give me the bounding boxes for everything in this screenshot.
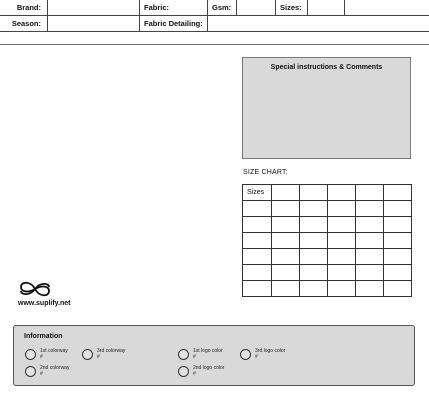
logo-color-name: 2nd logo color [193, 365, 225, 371]
logo-color-name: 1st logo color [193, 348, 223, 354]
size-chart-cell[interactable] [243, 265, 272, 281]
colorway-hash: # [97, 354, 100, 360]
brand-label: Brand: [0, 0, 48, 16]
size-chart-cell[interactable] [272, 201, 300, 217]
size-chart-row [243, 217, 412, 233]
colorway-name: 1st colorway [40, 348, 68, 354]
size-chart-cell[interactable] [243, 249, 272, 265]
sizes-label: Sizes: [276, 0, 308, 16]
header-divider [0, 44, 429, 45]
logo-color-hash: # [255, 354, 258, 360]
size-chart-cell[interactable] [272, 249, 300, 265]
size-chart-cell[interactable] [356, 185, 384, 201]
size-chart-row [243, 185, 412, 201]
size-chart-cell[interactable] [384, 249, 412, 265]
size-chart-cell[interactable] [328, 281, 356, 297]
size-chart-label: SIZE CHART: [243, 169, 288, 176]
size-chart-cell[interactable] [328, 217, 356, 233]
season-field[interactable] [48, 16, 140, 32]
size-chart-cell[interactable] [300, 201, 328, 217]
size-chart-cell[interactable] [243, 217, 272, 233]
size-chart-table [242, 184, 412, 297]
size-chart-cell[interactable] [300, 233, 328, 249]
size-chart-cell[interactable] [300, 281, 328, 297]
size-chart-header-cell: Sizes [243, 185, 272, 201]
logo-color-hash: # [193, 354, 196, 360]
size-chart-cell[interactable] [328, 201, 356, 217]
size-chart-cell[interactable] [328, 185, 356, 201]
size-chart-row [243, 201, 412, 217]
fabric-detailing-label: Fabric Detailing: [140, 16, 208, 32]
colorway-hash: # [40, 371, 43, 377]
colorway-hash: # [40, 354, 43, 360]
size-chart-cell[interactable] [272, 265, 300, 281]
sizes-field[interactable] [308, 0, 345, 16]
logo-color-hash: # [193, 371, 196, 377]
size-chart-cell[interactable] [272, 217, 300, 233]
size-chart-cell[interactable] [384, 265, 412, 281]
size-chart-cell[interactable] [356, 217, 384, 233]
size-chart-cell[interactable] [356, 265, 384, 281]
color-swatch-circle-icon[interactable] [25, 366, 36, 377]
size-chart-cell[interactable] [243, 281, 272, 297]
color-swatch-circle-icon[interactable] [178, 366, 189, 377]
size-chart-cell[interactable] [300, 249, 328, 265]
size-chart-row [243, 249, 412, 265]
size-chart-cell[interactable] [243, 201, 272, 217]
gsm-field[interactable] [237, 0, 276, 16]
information-title: Information [24, 333, 63, 340]
size-chart-cell[interactable] [243, 233, 272, 249]
size-chart-cell[interactable] [272, 233, 300, 249]
size-chart-cell[interactable] [300, 217, 328, 233]
size-chart-cell[interactable] [356, 281, 384, 297]
size-chart-cell[interactable] [384, 217, 412, 233]
fabric-label: Fabric: [140, 0, 208, 16]
size-chart-cell[interactable] [300, 185, 328, 201]
header-grid [0, 0, 429, 32]
size-chart-row [243, 233, 412, 249]
special-instructions-box[interactable] [242, 57, 411, 159]
season-label: Season: [0, 16, 48, 32]
size-chart-cell[interactable] [272, 185, 300, 201]
size-chart-cell[interactable] [328, 265, 356, 281]
size-chart-cell[interactable] [272, 281, 300, 297]
size-chart-cell[interactable] [384, 233, 412, 249]
information-panel [13, 325, 415, 386]
logo-color-name: 3rd logo color [255, 348, 286, 354]
header-row-2 [0, 16, 429, 32]
fabric-detailing-field[interactable] [208, 16, 429, 32]
size-chart-cell[interactable] [384, 185, 412, 201]
size-chart-cell[interactable] [356, 233, 384, 249]
size-chart-row [243, 281, 412, 297]
brand-field[interactable] [48, 0, 140, 16]
suplify-logo-icon [18, 279, 52, 299]
color-swatch-circle-icon[interactable] [25, 349, 36, 360]
website-url: www.suplify.net [18, 300, 71, 307]
size-chart-cell[interactable] [356, 201, 384, 217]
colorway-name: 3rd colorway [97, 348, 126, 354]
size-chart-cell[interactable] [356, 249, 384, 265]
size-chart-cell[interactable] [384, 281, 412, 297]
gsm-label: Gsm: [208, 0, 237, 16]
size-chart-cell[interactable] [328, 249, 356, 265]
size-chart-row [243, 265, 412, 281]
color-swatch-circle-icon[interactable] [82, 349, 93, 360]
special-instructions-title: Special instructions & Comments [270, 64, 383, 71]
color-swatch-circle-icon[interactable] [178, 349, 189, 360]
size-chart-cell[interactable] [328, 233, 356, 249]
colorway-name: 2nd colorway [40, 365, 70, 371]
header-row-1 [0, 0, 429, 16]
size-chart-cell[interactable] [300, 265, 328, 281]
color-swatch-circle-icon[interactable] [240, 349, 251, 360]
size-chart-cell[interactable] [384, 201, 412, 217]
